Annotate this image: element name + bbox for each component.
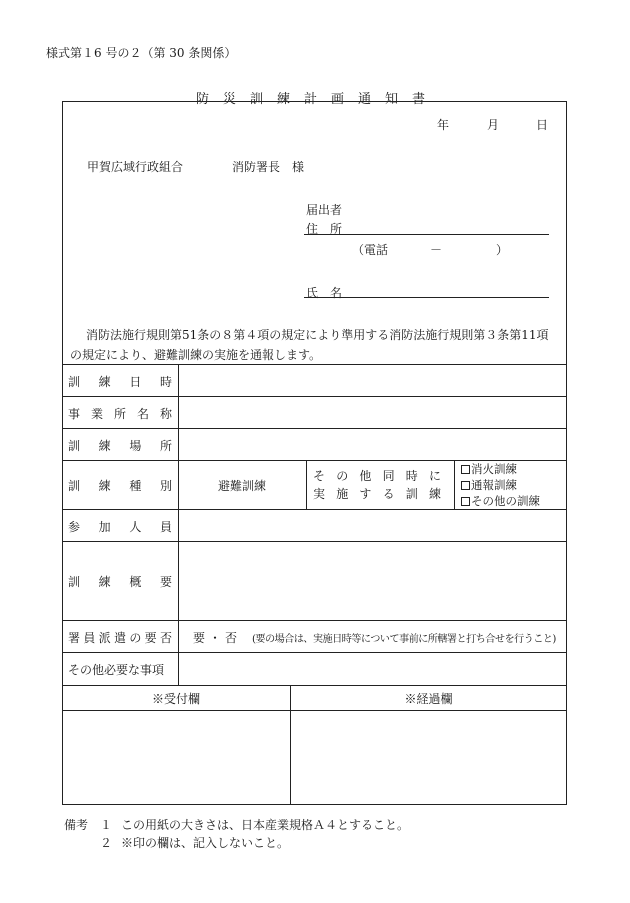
checkbox-label: その他の訓練 [471, 494, 540, 508]
label-dispatch [68, 629, 172, 646]
remark-number: ２ [100, 836, 113, 850]
row-divider [62, 396, 567, 397]
label-char: 称 [159, 407, 172, 421]
row-divider [62, 364, 567, 365]
kind-divider [454, 460, 455, 509]
label-char: 要 [159, 575, 172, 589]
label-char: 業 [90, 407, 103, 421]
notice-line-1: 消防法施行規則第51条の８第４項の規定により準用する消防法施行規則第３条第11項 [86, 328, 549, 342]
address-field[interactable] [304, 234, 549, 235]
addressee-chief: 消防署長 様 [232, 160, 305, 174]
label-kind [68, 477, 172, 494]
form-title: 防災訓練計画通知書 [196, 92, 440, 107]
label-char: す [359, 487, 372, 501]
row-divider [62, 685, 567, 686]
label-char: 所 [159, 439, 172, 453]
label-char: に [428, 469, 441, 483]
notice-line-2: の規定により、避難訓練の実施を通報します。 [70, 348, 322, 362]
other-field[interactable] [180, 654, 566, 684]
label-char: 同 [382, 469, 395, 483]
progress-column-header: ※経過欄 [404, 692, 453, 706]
name-label: 氏 名 [306, 286, 343, 300]
row-divider [62, 509, 567, 510]
label-char: 別 [159, 479, 172, 493]
label-char: 他 [359, 469, 372, 483]
label-char: 員 [159, 520, 172, 534]
checkbox-icon[interactable] [461, 497, 470, 506]
label-char: の [336, 469, 349, 483]
label-char: 時 [405, 469, 418, 483]
checkbox-icon[interactable] [461, 465, 470, 474]
label-char: 練 [98, 575, 111, 589]
reception-area [63, 711, 289, 804]
checkbox-other-drill[interactable] [461, 493, 540, 509]
label-char: の [129, 631, 142, 645]
checkbox-fire-drill[interactable] [461, 461, 517, 477]
label-char: そ [313, 469, 326, 483]
label-char: 練 [98, 479, 111, 493]
remarks-heading: 備考 [64, 818, 89, 832]
label-char: 日 [129, 375, 142, 389]
remark-text: ※印の欄は、記入しないこと。 [121, 836, 290, 850]
progress-area [291, 711, 566, 804]
label-char: 場 [129, 439, 142, 453]
checkbox-report-drill[interactable] [461, 477, 517, 493]
label-char: 事 [68, 407, 81, 421]
summary-field[interactable] [180, 543, 566, 619]
label-office-name [68, 405, 172, 422]
phone-dash: － [430, 243, 443, 257]
row-divider [62, 428, 567, 429]
label-char: 訓 [68, 439, 81, 453]
office-name-field[interactable] [180, 398, 566, 427]
label-char: 施 [336, 487, 349, 501]
label-char: 派 [98, 631, 111, 645]
row-divider [62, 541, 567, 542]
kind-value: 避難訓練 [218, 479, 267, 493]
checkbox-icon[interactable] [461, 481, 470, 490]
reception-column-header: ※受付欄 [151, 692, 200, 706]
participants-field[interactable] [180, 511, 566, 540]
dispatch-choice[interactable]: 要・否 [193, 631, 242, 645]
label-participants [68, 518, 172, 535]
label-char: 員 [83, 631, 96, 645]
label-other: その他必要な事項 [68, 663, 165, 677]
label-char: 練 [428, 487, 441, 501]
label-char: 練 [98, 439, 111, 453]
label-datetime [68, 373, 172, 390]
label-char: 所 [113, 407, 126, 421]
label-char: 訓 [68, 575, 81, 589]
address-label: 住 所 [306, 222, 343, 236]
label-char: 種 [129, 479, 142, 493]
label-char: 時 [159, 375, 172, 389]
label-summary [68, 573, 172, 590]
label-place [68, 437, 172, 454]
label-char: 署 [68, 631, 81, 645]
phone-open: （電話 [352, 243, 389, 257]
label-char: 要 [144, 631, 157, 645]
simultaneous-label-line2 [313, 485, 441, 502]
addressee-org: 甲賀広域行政組合 [87, 160, 184, 174]
label-char: 練 [98, 375, 111, 389]
label-char: 名 [136, 407, 149, 421]
row-divider [62, 652, 567, 653]
phone-close: ） [496, 243, 509, 257]
label-char: 遣 [113, 631, 126, 645]
date-month-label: 月 [487, 118, 500, 132]
simultaneous-label-line1 [313, 467, 441, 484]
name-field[interactable] [304, 297, 549, 298]
label-char: 実 [313, 487, 326, 501]
applicant-heading: 届出者 [306, 203, 343, 217]
date-day-label: 日 [536, 118, 549, 132]
date-year-label: 年 [437, 118, 450, 132]
row-divider [62, 620, 567, 621]
label-char: 参 [68, 520, 81, 534]
checkbox-label: 消火訓練 [471, 462, 517, 476]
kind-divider [306, 460, 307, 509]
place-field[interactable] [180, 430, 566, 459]
label-char: 訓 [405, 487, 418, 501]
label-char: 訓 [68, 479, 81, 493]
label-char: 加 [98, 520, 111, 534]
form-number: 様式第１6 号の２（第 30 条関係） [46, 46, 237, 60]
checkbox-label: 通報訓練 [471, 478, 517, 492]
label-column-divider [178, 364, 179, 685]
remark-text: この用紙の大きさは、日本産業規格Ａ４とすること。 [121, 818, 410, 832]
remark-number: １ [100, 818, 113, 832]
label-char: 否 [159, 631, 172, 645]
label-char: 人 [129, 520, 142, 534]
label-char: 訓 [68, 375, 81, 389]
label-char: る [382, 487, 395, 501]
label-char: 概 [129, 575, 142, 589]
dispatch-note: (要の場合は、実施日時等について事前に所轄署と打ち合せを行うこと) [252, 634, 556, 645]
datetime-field[interactable] [180, 366, 566, 395]
